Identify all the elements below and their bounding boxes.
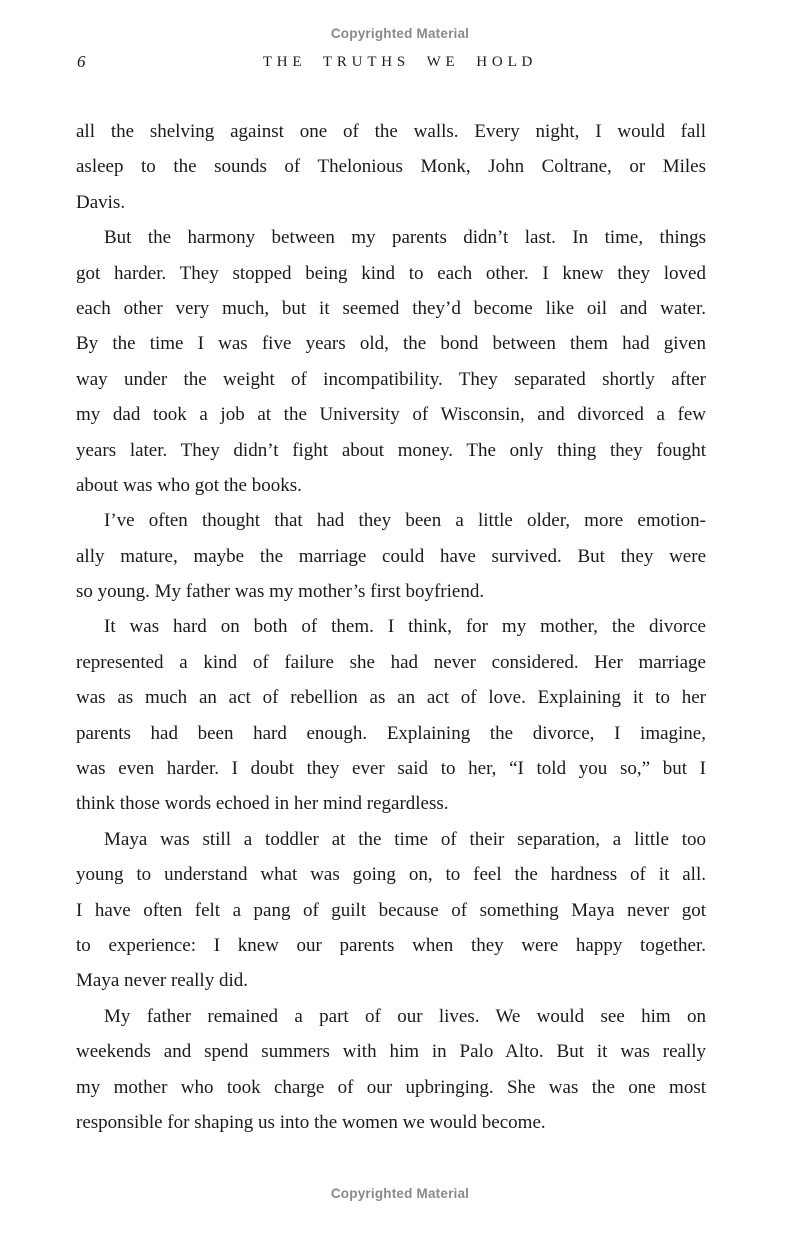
text-line: years later. They didn’t fight about money. The only thing they fought bbox=[76, 439, 706, 461]
copyright-notice-top: Copyrighted Material bbox=[330, 26, 470, 41]
paragraph bbox=[76, 114, 706, 220]
text-line: my dad took a job at the University of Wisconsin, and divorced a few bbox=[76, 404, 706, 426]
text-line: think those words echoed in her mind regardless. bbox=[76, 793, 449, 815]
text-line: to experience: I knew our parents when they were happy together. bbox=[76, 934, 706, 956]
text-line: young to understand what was going on, to feel the hardness of it all. bbox=[76, 864, 706, 886]
text-line: was as much an act of rebellion as an act of love. Explaining it to her bbox=[76, 687, 706, 709]
text-line: ally mature, maybe the marriage could have survived. But they were bbox=[76, 545, 706, 567]
text-line: so young. My father was my mother’s first boyfriend. bbox=[76, 581, 485, 603]
text-line: Davis. bbox=[76, 191, 126, 213]
page-body-text bbox=[76, 114, 706, 1140]
text-line: I have often felt a pang of guilt because of something Maya never got bbox=[76, 899, 706, 921]
text-line: I’ve often thought that had they been a little older, more emotion- bbox=[104, 510, 706, 532]
text-line: my mother who took charge of our upbringing. She was the one most bbox=[76, 1076, 706, 1098]
copyright-notice-bottom: Copyrighted Material bbox=[330, 1186, 470, 1201]
text-line: weekends and spend summers with him in Palo Alto. But it was really bbox=[76, 1041, 706, 1063]
text-line: My father remained a part of our lives. We would see him on bbox=[104, 1005, 706, 1027]
text-line: It was hard on both of them. I think, for my mother, the divorce bbox=[104, 616, 706, 638]
paragraph bbox=[76, 822, 706, 999]
text-line: each other very much, but it seemed they’d become like oil and water. bbox=[76, 297, 706, 319]
text-line: By the time I was five years old, the bond between them had given bbox=[76, 333, 706, 355]
text-line: But the harmony between my parents didn’t last. In time, things bbox=[104, 227, 706, 249]
running-head-title: THE TRUTHS WE HOLD bbox=[262, 54, 538, 70]
text-line: was even harder. I doubt they ever said to her, “I told you so,” but I bbox=[76, 758, 706, 780]
paragraph bbox=[76, 503, 706, 609]
page-number: 6 bbox=[77, 52, 86, 71]
text-line: represented a kind of failure she had never considered. Her marriage bbox=[76, 651, 706, 673]
text-line: Maya never really did. bbox=[76, 970, 248, 992]
paragraph bbox=[76, 609, 706, 821]
text-line: parents had been hard enough. Explaining the divorce, I imagine, bbox=[76, 722, 706, 744]
text-line: all the shelving against one of the walls. Every night, I would fall bbox=[76, 121, 706, 142]
text-line: about was who got the books. bbox=[76, 474, 302, 496]
paragraph bbox=[76, 999, 706, 1141]
text-line: Maya was still a toddler at the time of their separation, a little too bbox=[104, 828, 706, 850]
text-line: responsible for shaping us into the women we would become. bbox=[76, 1111, 546, 1133]
text-line: got harder. They stopped being kind to each other. I knew they loved bbox=[76, 262, 706, 284]
paragraph bbox=[76, 220, 706, 503]
text-line: way under the weight of incompatibility. They separated shortly after bbox=[76, 368, 706, 390]
text-line: asleep to the sounds of Thelonious Monk, John Coltrane, or Miles bbox=[76, 156, 706, 178]
